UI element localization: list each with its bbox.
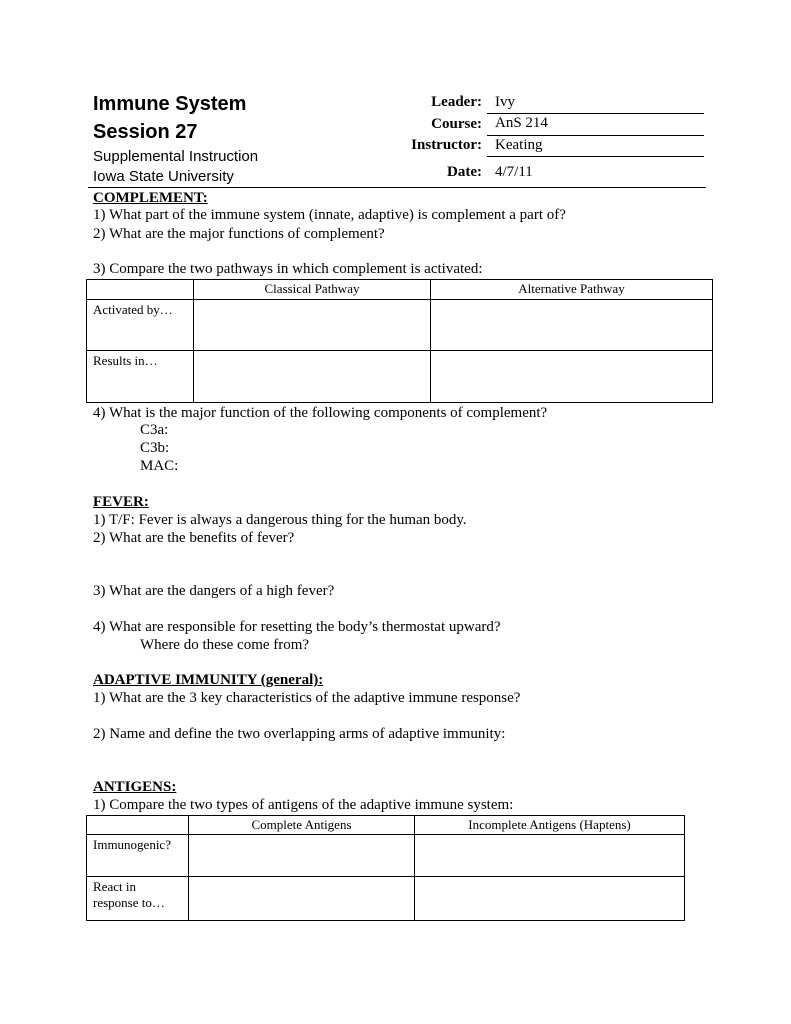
pathway-cell	[431, 300, 713, 351]
pathway-cell	[194, 351, 431, 403]
adaptive-heading: ADAPTIVE IMMUNITY (general):	[93, 672, 324, 688]
component-mac: MAC:	[140, 458, 179, 474]
pathway-cell	[194, 300, 431, 351]
antigen-cell	[189, 835, 415, 877]
course-underline	[487, 135, 704, 136]
leader-value: Ivy	[495, 94, 515, 110]
doc-subtitle-line1: Supplemental Instruction	[93, 148, 259, 165]
pathway-row-activated-label: Activated by…	[87, 300, 194, 351]
antigen-cell	[189, 877, 415, 921]
component-c3a: C3a:	[140, 422, 169, 438]
fever-q2: 2) What are the benefits of fever?	[93, 530, 295, 546]
antigen-col-complete: Complete Antigens	[189, 816, 415, 835]
doc-subtitle-line2: Iowa State University	[93, 168, 234, 185]
antigens-heading: ANTIGENS:	[93, 779, 177, 795]
course-label: Course:	[431, 116, 482, 132]
antigen-row-react-line2: response to…	[93, 895, 165, 910]
fever-q4: 4) What are responsible for resetting the body’s thermostat upward?	[93, 619, 501, 635]
complement-q4: 4) What is the major function of the following components of complement?	[93, 405, 548, 421]
complement-q3: 3) Compare the two pathways in which complement is activated:	[93, 261, 483, 277]
instructor-value: Keating	[495, 137, 543, 153]
antigen-cell	[415, 877, 685, 921]
fever-q4-followup: Where do these come from?	[140, 637, 310, 653]
adaptive-q1: 1) What are the 3 key characteristics of the adaptive immune response?	[93, 690, 521, 706]
complement-q1: 1) What part of the immune system (innate, adaptive) is complement a part of?	[93, 207, 566, 223]
antigen-cell	[415, 835, 685, 877]
course-value: AnS 214	[495, 115, 548, 131]
leader-underline	[487, 113, 704, 114]
antigen-row-react-label	[87, 877, 189, 921]
adaptive-q2: 2) Name and define the two overlapping arms of adaptive immunity:	[93, 726, 506, 742]
doc-title-line2: Session 27	[93, 121, 198, 143]
instructor-label: Instructor:	[411, 137, 482, 153]
pathway-table-corner	[87, 280, 194, 300]
doc-title-line1: Immune System	[93, 93, 247, 115]
fever-q3: 3) What are the dangers of a high fever?	[93, 583, 335, 599]
instructor-underline	[487, 156, 704, 157]
fever-q1: 1) T/F: Fever is always a dangerous thing for the human body.	[93, 512, 467, 528]
antigen-row-immunogenic-label: Immunogenic?	[87, 835, 189, 877]
antigens-q1: 1) Compare the two types of antigens of the adaptive immune system:	[93, 797, 514, 813]
leader-label: Leader:	[431, 94, 482, 110]
pathway-col-classical: Classical Pathway	[194, 280, 431, 300]
antigen-table-corner	[87, 816, 189, 835]
pathway-row-results-label: Results in…	[87, 351, 194, 403]
antigen-table	[86, 815, 685, 921]
pathway-col-alternative: Alternative Pathway	[431, 280, 713, 300]
date-label: Date:	[447, 164, 482, 180]
antigen-row-react-line1: React in	[93, 879, 136, 894]
header-rule	[88, 187, 706, 188]
complement-q2: 2) What are the major functions of complement?	[93, 226, 385, 242]
pathway-cell	[431, 351, 713, 403]
pathway-table	[86, 279, 713, 403]
component-c3b: C3b:	[140, 440, 170, 456]
complement-heading: COMPLEMENT:	[93, 190, 208, 206]
fever-heading: FEVER:	[93, 494, 149, 510]
date-value: 4/7/11	[495, 164, 533, 180]
antigen-col-incomplete: Incomplete Antigens (Haptens)	[415, 816, 685, 835]
